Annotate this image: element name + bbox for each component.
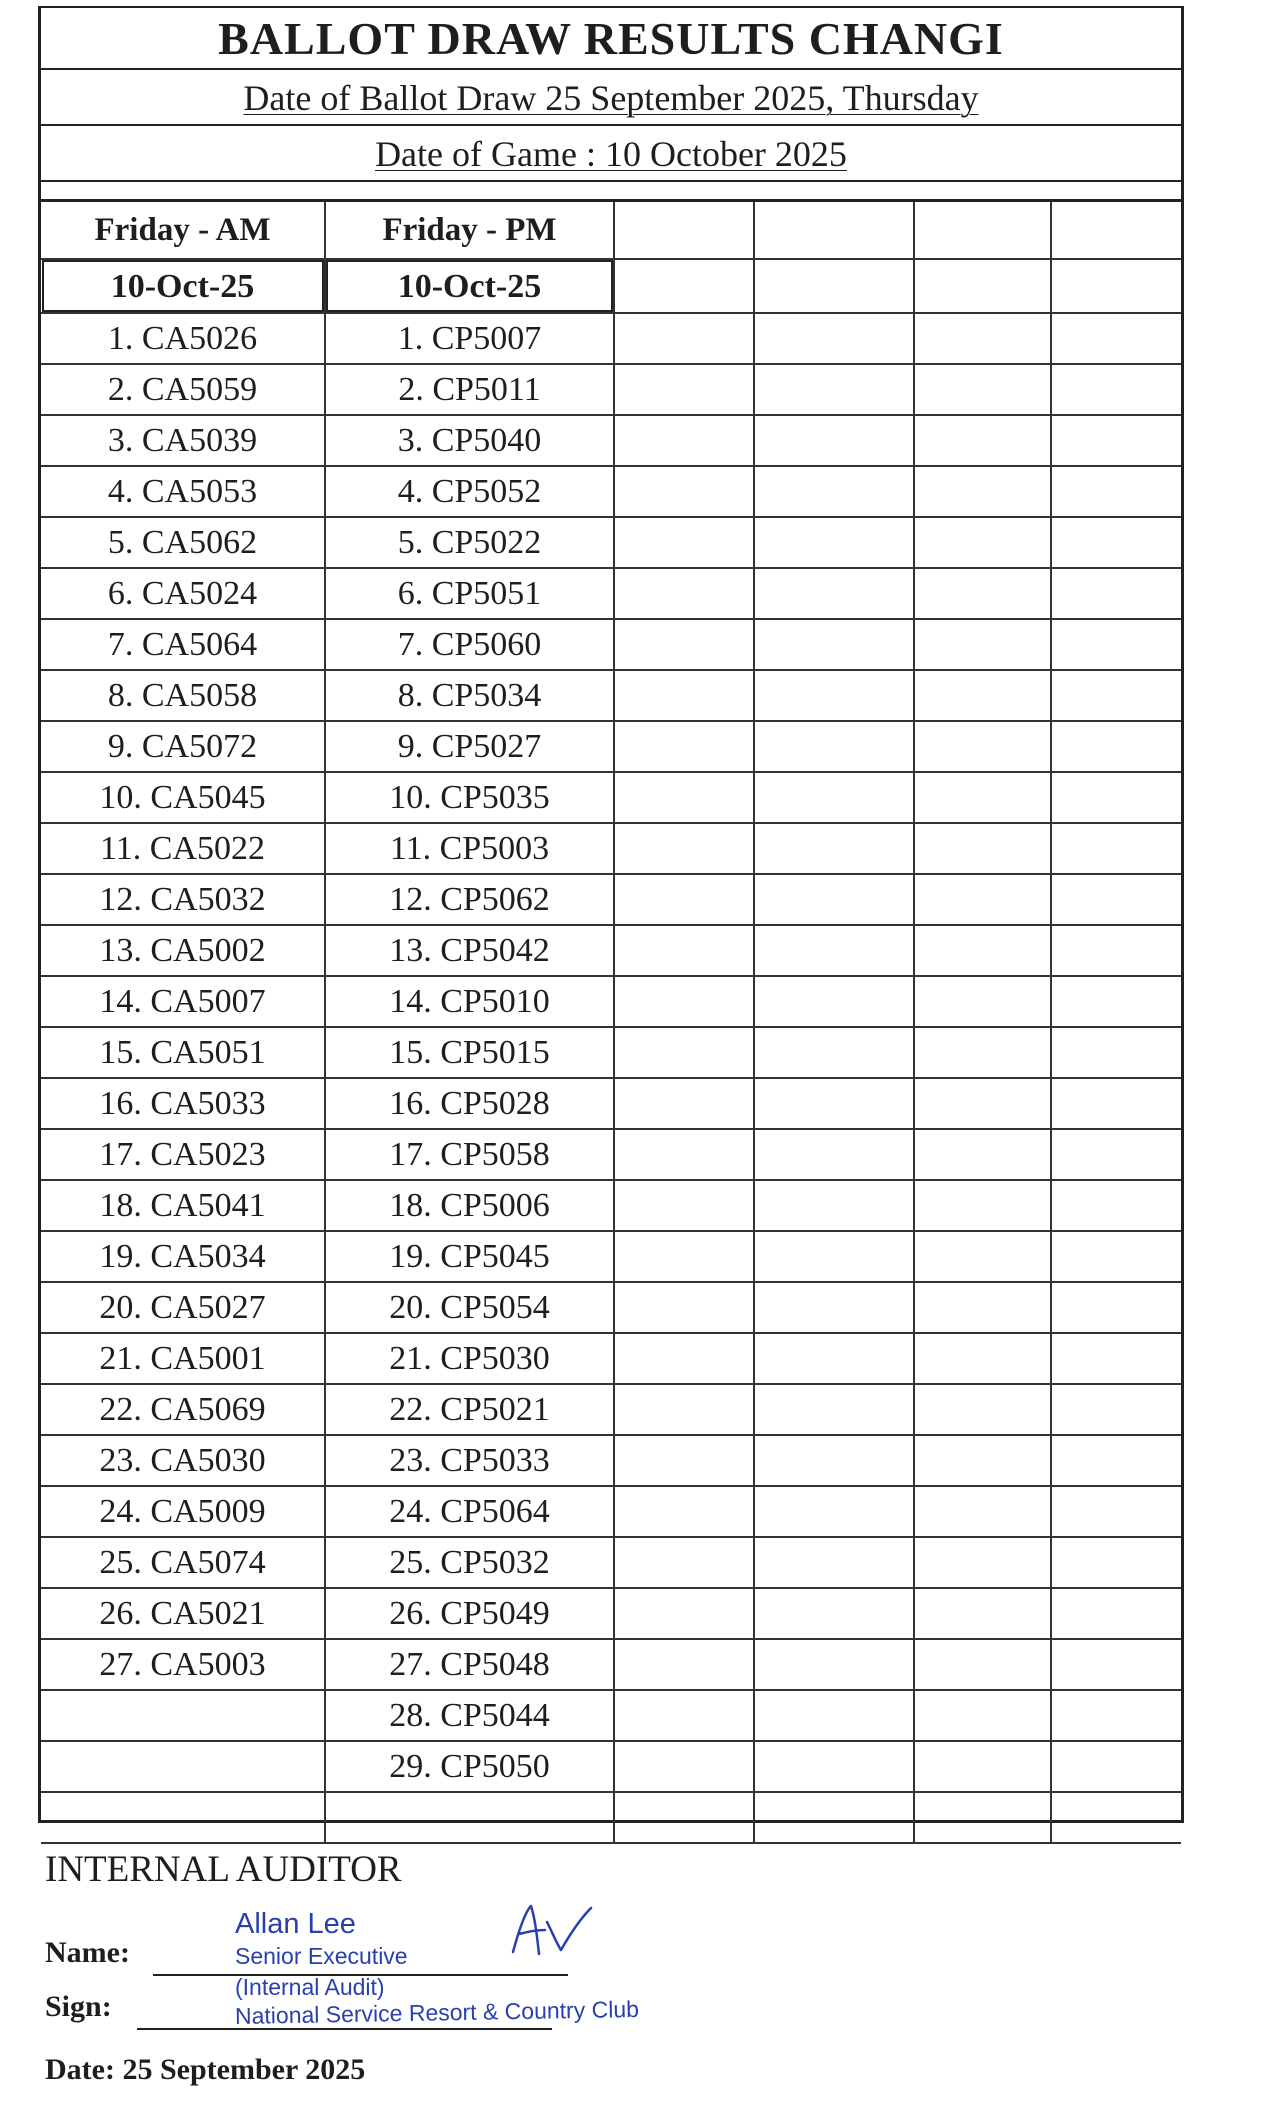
table-cell [614, 976, 754, 1027]
table-cell [914, 1078, 1051, 1129]
stamp-name: Allan Lee [235, 1908, 356, 1940]
table-row [41, 1282, 1181, 1333]
table-cell [614, 1231, 754, 1282]
table-cell [1051, 1129, 1181, 1180]
table-row [41, 568, 1181, 619]
table-cell [754, 1435, 914, 1486]
table-cell: 5. CA5062 [41, 517, 325, 568]
table-row [41, 874, 1181, 925]
table-cell [614, 466, 754, 517]
ballot-results-sheet [38, 6, 1184, 1823]
table-cell [614, 721, 754, 772]
table-cell: 17. CP5058 [325, 1129, 614, 1180]
table-cell [914, 568, 1051, 619]
table-cell [914, 670, 1051, 721]
table-cell: 13. CP5042 [325, 925, 614, 976]
internal-auditor-section [45, 1848, 945, 2098]
table-cell: 29. CP5050 [325, 1741, 614, 1792]
session-header-row-cell [614, 202, 754, 259]
table-cell [754, 1078, 914, 1129]
table-cell [914, 466, 1051, 517]
table-cell: 6. CP5051 [325, 568, 614, 619]
table-cell [914, 1333, 1051, 1384]
table-cell: 2. CA5059 [41, 364, 325, 415]
table-cell [1051, 670, 1181, 721]
table-row [41, 772, 1181, 823]
table-cell: 16. CP5028 [325, 1078, 614, 1129]
table-cell: 20. CP5054 [325, 1282, 614, 1333]
table-row [41, 1180, 1181, 1231]
table-cell [914, 619, 1051, 670]
session-header-row-cell [754, 202, 914, 259]
table-cell [614, 1690, 754, 1741]
table-cell: 20. CA5027 [41, 1282, 325, 1333]
table-cell [1051, 1333, 1181, 1384]
signature-icon [505, 1900, 595, 1960]
table-cell [1051, 466, 1181, 517]
table-cell: 5. CP5022 [325, 517, 614, 568]
table-cell [1051, 619, 1181, 670]
table-cell [754, 1333, 914, 1384]
table-cell: 10. CA5045 [41, 772, 325, 823]
table-cell [914, 1639, 1051, 1690]
table-cell [914, 517, 1051, 568]
table-cell [1051, 1435, 1181, 1486]
table-cell: 16. CA5033 [41, 1078, 325, 1129]
table-row [41, 1027, 1181, 1078]
table-cell [914, 1588, 1051, 1639]
table-cell: 19. CP5045 [325, 1231, 614, 1282]
table-cell [754, 823, 914, 874]
stamp-department: (Internal Audit) [235, 1974, 385, 2000]
table-cell [1051, 1588, 1181, 1639]
table-row [41, 1129, 1181, 1180]
table-cell [614, 1486, 754, 1537]
table-row [41, 517, 1181, 568]
table-cell: 11. CA5022 [41, 823, 325, 874]
table-row [41, 925, 1181, 976]
table-cell: 11. CP5003 [325, 823, 614, 874]
table-cell [614, 1741, 754, 1792]
table-cell: 10. CP5035 [325, 772, 614, 823]
table-cell [914, 1741, 1051, 1792]
table-cell: 21. CA5001 [41, 1333, 325, 1384]
table-cell: 22. CP5021 [325, 1384, 614, 1435]
table-cell [1051, 721, 1181, 772]
session-header-row-cell [1051, 202, 1181, 259]
table-row [41, 1537, 1181, 1588]
table-cell [614, 1639, 754, 1690]
auditor-heading: INTERNAL AUDITOR [45, 1849, 402, 1890]
table-cell [614, 1180, 754, 1231]
table-cell [914, 976, 1051, 1027]
stamp-organization: National Service Resort & Country Club [234, 1995, 640, 2029]
table-cell [1051, 1231, 1181, 1282]
session-header-row-cell: Friday - PM [325, 202, 614, 259]
table-cell [1051, 1741, 1181, 1792]
table-row [41, 976, 1181, 1027]
table-cell [914, 1282, 1051, 1333]
table-cell [41, 1792, 325, 1843]
table-cell: 12. CA5032 [41, 874, 325, 925]
table-cell [754, 874, 914, 925]
table-cell: 8. CP5034 [325, 670, 614, 721]
table-cell [914, 874, 1051, 925]
table-cell [1051, 517, 1181, 568]
table-cell: 23. CP5033 [325, 1435, 614, 1486]
table-cell [614, 619, 754, 670]
table-cell [1051, 772, 1181, 823]
table-row [41, 1639, 1181, 1690]
session-header-row [41, 202, 1181, 259]
table-row [41, 1078, 1181, 1129]
table-cell [614, 568, 754, 619]
table-cell [754, 1282, 914, 1333]
table-cell [754, 721, 914, 772]
sign-label: Sign: [45, 1990, 112, 2023]
table-cell [754, 670, 914, 721]
table-cell [754, 1486, 914, 1537]
table-cell [754, 1129, 914, 1180]
table-cell: 1. CA5026 [41, 313, 325, 364]
table-cell [914, 1129, 1051, 1180]
table-cell: 18. CP5006 [325, 1180, 614, 1231]
table-cell: 13. CA5002 [41, 925, 325, 976]
table-cell [914, 1486, 1051, 1537]
date-header-row-cell [754, 259, 914, 313]
table-cell: 21. CP5030 [325, 1333, 614, 1384]
table-cell [754, 415, 914, 466]
table-cell [325, 1792, 614, 1843]
table-cell: 15. CA5051 [41, 1027, 325, 1078]
table-cell [1051, 313, 1181, 364]
table-row [41, 466, 1181, 517]
table-cell [1051, 874, 1181, 925]
table-cell: 24. CA5009 [41, 1486, 325, 1537]
table-cell [1051, 925, 1181, 976]
game-date-line: Date of Game : 10 October 2025 [41, 126, 1181, 182]
table-cell [754, 619, 914, 670]
table-cell [914, 721, 1051, 772]
table-cell [914, 1180, 1051, 1231]
table-cell [1051, 976, 1181, 1027]
table-cell [614, 823, 754, 874]
table-cell [614, 1078, 754, 1129]
table-cell [614, 364, 754, 415]
table-cell [614, 1129, 754, 1180]
table-cell [914, 1384, 1051, 1435]
session-header-row-cell [914, 202, 1051, 259]
table-cell: 27. CP5048 [325, 1639, 614, 1690]
table-cell [914, 772, 1051, 823]
table-cell [614, 1537, 754, 1588]
table-row [41, 823, 1181, 874]
table-cell: 6. CA5024 [41, 568, 325, 619]
table-cell [914, 1690, 1051, 1741]
table-cell [754, 1588, 914, 1639]
table-cell: 9. CA5072 [41, 721, 325, 772]
table-row [41, 1741, 1181, 1792]
table-cell: 27. CA5003 [41, 1639, 325, 1690]
table-row [41, 670, 1181, 721]
table-cell: 4. CP5052 [325, 466, 614, 517]
table-cell: 25. CP5032 [325, 1537, 614, 1588]
table-row [41, 364, 1181, 415]
table-cell [614, 772, 754, 823]
table-cell: 9. CP5027 [325, 721, 614, 772]
table-cell [754, 517, 914, 568]
table-cell [914, 364, 1051, 415]
auditor-date: Date: 25 September 2025 [45, 2053, 366, 2086]
table-cell [754, 313, 914, 364]
table-cell [1051, 568, 1181, 619]
table-cell [614, 1384, 754, 1435]
table-cell: 28. CP5044 [325, 1690, 614, 1741]
table-cell [914, 1027, 1051, 1078]
table-cell [614, 415, 754, 466]
table-cell [614, 1792, 754, 1843]
date-header-row-cell: 10-Oct-25 [325, 259, 614, 313]
table-row [41, 1792, 1181, 1843]
table-cell [614, 517, 754, 568]
table-cell: 23. CA5030 [41, 1435, 325, 1486]
table-cell: 24. CP5064 [325, 1486, 614, 1537]
date-header-row-cell [614, 259, 754, 313]
table-cell [1051, 1690, 1181, 1741]
table-row [41, 1486, 1181, 1537]
table-cell [614, 874, 754, 925]
table-cell [914, 925, 1051, 976]
session-header-row-cell: Friday - AM [41, 202, 325, 259]
table-cell [1051, 364, 1181, 415]
table-cell [754, 364, 914, 415]
table-cell: 2. CP5011 [325, 364, 614, 415]
table-row [41, 1435, 1181, 1486]
table-cell: 17. CA5023 [41, 1129, 325, 1180]
ballot-results-table [41, 202, 1181, 1844]
header-spacer-row [41, 182, 1181, 202]
table-cell: 15. CP5015 [325, 1027, 614, 1078]
table-cell: 3. CA5039 [41, 415, 325, 466]
table-cell [1051, 1486, 1181, 1537]
stamp-title: Senior Executive [235, 1943, 408, 1969]
table-cell: 18. CA5041 [41, 1180, 325, 1231]
table-cell [914, 313, 1051, 364]
table-row [41, 1690, 1181, 1741]
table-cell: 3. CP5040 [325, 415, 614, 466]
table-cell [614, 1027, 754, 1078]
table-row [41, 1384, 1181, 1435]
table-cell [754, 772, 914, 823]
table-cell [914, 823, 1051, 874]
table-cell [914, 1792, 1051, 1843]
table-cell: 8. CA5058 [41, 670, 325, 721]
table-cell [614, 1435, 754, 1486]
date-header-row [41, 259, 1181, 313]
table-row [41, 721, 1181, 772]
table-row [41, 1333, 1181, 1384]
date-header-row-cell: 10-Oct-25 [41, 259, 325, 313]
table-cell [754, 1690, 914, 1741]
table-row [41, 1588, 1181, 1639]
table-cell [754, 1639, 914, 1690]
table-cell [41, 1741, 325, 1792]
table-cell [754, 1027, 914, 1078]
table-cell: 26. CA5021 [41, 1588, 325, 1639]
page-title: BALLOT DRAW RESULTS CHANGI [41, 8, 1181, 70]
table-row [41, 1231, 1181, 1282]
table-cell [1051, 1282, 1181, 1333]
table-cell [614, 313, 754, 364]
table-cell: 7. CA5064 [41, 619, 325, 670]
table-cell: 14. CP5010 [325, 976, 614, 1027]
date-header-row-cell [914, 259, 1051, 313]
table-cell: 7. CP5060 [325, 619, 614, 670]
table-cell [914, 1231, 1051, 1282]
table-cell [754, 1180, 914, 1231]
table-cell [1051, 1639, 1181, 1690]
table-cell [914, 1537, 1051, 1588]
date-header-row-cell [1051, 259, 1181, 313]
table-cell [754, 1537, 914, 1588]
table-row [41, 313, 1181, 364]
table-cell: 4. CA5053 [41, 466, 325, 517]
table-cell [614, 1333, 754, 1384]
table-cell [754, 466, 914, 517]
table-cell: 26. CP5049 [325, 1588, 614, 1639]
table-cell [614, 670, 754, 721]
table-cell [754, 1741, 914, 1792]
table-cell [754, 925, 914, 976]
table-cell: 12. CP5062 [325, 874, 614, 925]
table-cell [754, 976, 914, 1027]
table-cell [614, 925, 754, 976]
name-label: Name: [45, 1936, 130, 1969]
table-cell [754, 1231, 914, 1282]
table-cell [1051, 1792, 1181, 1843]
table-cell [1051, 1078, 1181, 1129]
table-cell [1051, 1537, 1181, 1588]
table-row [41, 619, 1181, 670]
table-cell: 19. CA5034 [41, 1231, 325, 1282]
table-cell [614, 1588, 754, 1639]
table-cell [754, 1384, 914, 1435]
table-cell [41, 1690, 325, 1741]
table-cell [754, 568, 914, 619]
table-cell: 1. CP5007 [325, 313, 614, 364]
sign-line [137, 2028, 552, 2030]
table-cell: 25. CA5074 [41, 1537, 325, 1588]
table-row [41, 415, 1181, 466]
table-cell [914, 1435, 1051, 1486]
table-cell: 14. CA5007 [41, 976, 325, 1027]
table-cell [1051, 1384, 1181, 1435]
table-cell [1051, 1180, 1181, 1231]
table-cell: 22. CA5069 [41, 1384, 325, 1435]
table-cell [1051, 1027, 1181, 1078]
table-cell [914, 415, 1051, 466]
table-cell [754, 1792, 914, 1843]
ballot-date-line: Date of Ballot Draw 25 September 2025, Thursday [41, 70, 1181, 126]
table-cell [614, 1282, 754, 1333]
table-cell [1051, 823, 1181, 874]
table-cell [1051, 415, 1181, 466]
